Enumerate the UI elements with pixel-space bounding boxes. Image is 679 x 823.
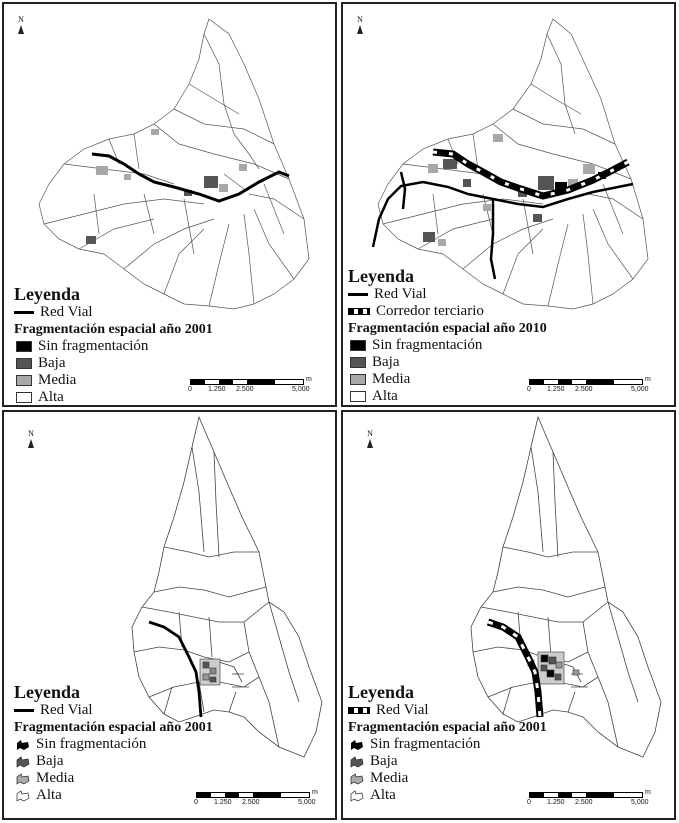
swatch-media [16, 773, 30, 785]
legend-class-alta [14, 787, 213, 804]
legend-class-sin [14, 338, 213, 355]
road-line-swatch [14, 311, 34, 314]
swatch-sin [16, 739, 30, 751]
scale-tick: 1.250 [547, 386, 565, 393]
scale-unit: m [306, 376, 312, 383]
legend-class-label: Alta [370, 787, 396, 803]
legend-road [348, 702, 547, 719]
north-arrow [363, 430, 377, 448]
legend-class-sin [348, 736, 547, 753]
scale-tick: 5,000 [292, 386, 310, 393]
road-line-swatch [348, 293, 368, 296]
scale-tick: 1.250 [208, 386, 226, 393]
legend-1 [14, 284, 213, 406]
legend-class-media [348, 770, 547, 787]
scale-tick: 0 [527, 799, 531, 806]
legend-class-sin [348, 337, 547, 354]
swatch-baja [16, 756, 30, 768]
legend-class-label: Media [372, 371, 411, 387]
legend-class-media [14, 770, 213, 787]
swatch-alta [350, 391, 366, 402]
legend-class-label: Media [36, 770, 75, 786]
legend-corridor [348, 303, 547, 320]
scale-bar-graphic [190, 379, 304, 385]
swatch-sin [16, 341, 32, 352]
scale-bar-graphic [196, 792, 310, 798]
corridor-dash-swatch [348, 308, 370, 315]
scale-tick: 1.250 [547, 799, 565, 806]
road-dash-swatch [348, 707, 370, 714]
legend-road-label: Red Vial [40, 702, 93, 718]
legend-section-title: Fragmentación espacial año 2010 [348, 321, 547, 336]
legend-class-alta [348, 388, 547, 405]
legend-road-label: Red Vial [374, 286, 427, 302]
map-panel-2 [341, 2, 676, 407]
legend-title: Leyenda [14, 682, 81, 702]
legend-class-label: Alta [38, 389, 64, 405]
north-arrow [353, 16, 367, 34]
swatch-alta [350, 790, 364, 802]
legend-section-title: Fragmentación espacial año 2001 [348, 720, 547, 735]
legend-class-label: Sin fragmentación [370, 736, 481, 752]
scale-tick: 5,000 [631, 386, 649, 393]
scale-tick: 2.500 [575, 386, 593, 393]
legend-class-baja [348, 753, 547, 770]
scale-unit: m [645, 376, 651, 383]
legend-4 [348, 682, 547, 804]
legend-class-label: Baja [36, 753, 64, 769]
legend-corridor-label: Corredor terciario [376, 303, 484, 319]
north-arrow-label: N [357, 15, 363, 24]
swatch-media [16, 375, 32, 386]
legend-title: Leyenda [348, 266, 415, 286]
map-panel-4 [341, 410, 676, 820]
legend-class-label: Alta [36, 787, 62, 803]
legend-road [348, 286, 547, 303]
north-arrow-icon [367, 439, 373, 448]
map-panel-1 [2, 2, 337, 407]
swatch-alta [16, 392, 32, 403]
legend-3 [14, 682, 213, 804]
scale-tick: 2.500 [236, 386, 254, 393]
legend-class-label: Media [370, 770, 409, 786]
swatch-alta [16, 790, 30, 802]
legend-class-baja [14, 355, 213, 372]
map-panel-3 [2, 410, 337, 820]
swatch-baja [350, 357, 366, 368]
scale-tick: 5,000 [631, 799, 649, 806]
north-arrow [14, 16, 28, 34]
legend-class-sin [14, 736, 213, 753]
scale-tick: 1.250 [214, 799, 232, 806]
scale-tick: 2.500 [575, 799, 593, 806]
north-arrow-label: N [367, 429, 373, 438]
legend-road [14, 304, 213, 321]
legend-class-baja [348, 354, 547, 371]
legend-class-baja [14, 753, 213, 770]
north-arrow-label: N [28, 429, 34, 438]
swatch-sin [350, 739, 364, 751]
legend-section-title: Fragmentación espacial año 2001 [14, 322, 213, 337]
legend-class-label: Sin fragmentación [38, 338, 149, 354]
north-arrow [24, 430, 38, 448]
swatch-baja [350, 756, 364, 768]
swatch-media [350, 374, 366, 385]
legend-title: Leyenda [14, 284, 81, 304]
legend-2 [348, 266, 547, 405]
scale-bar-graphic [529, 792, 643, 798]
legend-class-alta [348, 787, 547, 804]
legend-class-media [14, 372, 213, 389]
north-arrow-icon [28, 439, 34, 448]
north-arrow-icon [357, 25, 363, 34]
scale-bar [527, 789, 669, 814]
scale-bar-graphic [529, 379, 643, 385]
north-arrow-icon [18, 25, 24, 34]
swatch-baja [16, 358, 32, 369]
swatch-sin [350, 340, 366, 351]
scale-bar [194, 789, 336, 814]
scale-tick: 2.500 [242, 799, 260, 806]
scale-tick: 0 [188, 386, 192, 393]
legend-road-label: Red Vial [376, 702, 429, 718]
scale-tick: 0 [194, 799, 198, 806]
scale-unit: m [645, 789, 651, 796]
scale-unit: m [312, 789, 318, 796]
legend-class-label: Media [38, 372, 77, 388]
legend-class-label: Baja [370, 753, 398, 769]
legend-title: Leyenda [348, 682, 415, 702]
scale-tick: 5,000 [298, 799, 316, 806]
legend-class-label: Baja [372, 354, 400, 370]
legend-class-label: Baja [38, 355, 66, 371]
legend-section-title: Fragmentación espacial año 2001 [14, 720, 213, 735]
legend-road-label: Red Vial [40, 304, 93, 320]
scale-bar [188, 376, 330, 401]
legend-class-label: Sin fragmentación [36, 736, 147, 752]
swatch-media [350, 773, 364, 785]
legend-class-media [348, 371, 547, 388]
legend-class-label: Sin fragmentación [372, 337, 483, 353]
scale-tick: 0 [527, 386, 531, 393]
legend-class-alta [14, 389, 213, 406]
legend-road [14, 702, 213, 719]
legend-class-label: Alta [372, 388, 398, 404]
north-arrow-label: N [18, 15, 24, 24]
road-line-swatch [14, 709, 34, 712]
scale-bar [527, 376, 669, 401]
